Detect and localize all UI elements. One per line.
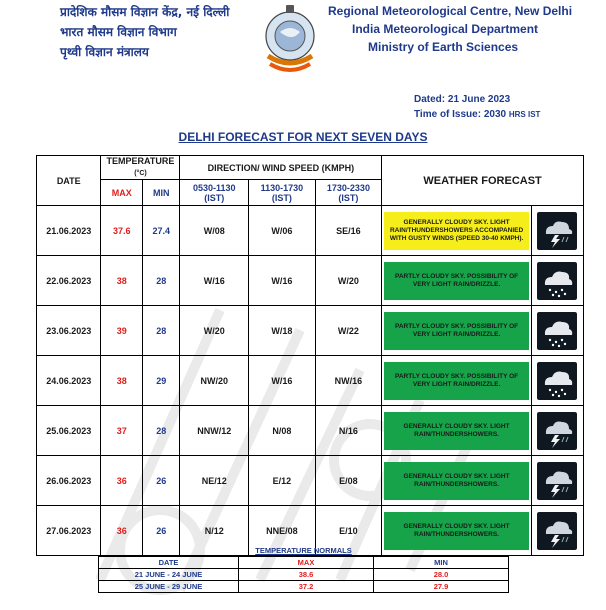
row-wind-2: NNE/08 xyxy=(249,506,316,556)
header-english xyxy=(328,2,572,56)
row-wind-1: NW/20 xyxy=(180,356,249,406)
row-wind-3: E/08 xyxy=(315,456,382,506)
english-line-1: Regional Meteorological Centre, New Delhi xyxy=(328,4,573,18)
normals-header xyxy=(99,557,509,569)
row-forecast: PARTLY CLOUDY SKY. POSSIBILITY OF VERY LIGHT RAIN/DRIZZLE. xyxy=(384,262,529,300)
row-date: 23.06.2023 xyxy=(37,306,101,356)
normals-col-date: DATE xyxy=(99,557,239,569)
row-min: 28 xyxy=(143,406,180,456)
thunderstorm-icon xyxy=(531,456,583,506)
row-forecast-cell xyxy=(382,406,532,456)
row-forecast-cell xyxy=(382,456,532,506)
row-forecast-cell xyxy=(382,206,532,256)
row-wind-1: NNW/12 xyxy=(180,406,249,456)
row-wind-1: W/16 xyxy=(180,256,249,306)
english-line-3: Ministry of Earth Sciences xyxy=(368,40,519,54)
row-wind-1: W/20 xyxy=(180,306,249,356)
row-forecast: GENERALLY CLOUDY SKY. LIGHT RAIN/THUNDERSHOWERS. xyxy=(384,512,529,550)
header-max: MAX xyxy=(101,180,143,206)
dated-text: Dated: 21 June 2023 xyxy=(414,94,511,105)
header-w2 xyxy=(249,180,316,206)
forecast-row xyxy=(37,306,584,356)
row-wind-3: NW/16 xyxy=(315,356,382,406)
row-forecast-cell xyxy=(382,306,532,356)
row-wind-3: E/10 xyxy=(315,506,382,556)
row-date: 22.06.2023 xyxy=(37,256,101,306)
hindi-line-1: प्रादेशिक मौसम विज्ञान केंद्र, नई दिल्ली xyxy=(60,5,230,19)
table-header-row-1 xyxy=(37,156,584,180)
temperature-unit: (°C) xyxy=(134,170,147,177)
row-max: 39 xyxy=(101,306,143,356)
row-forecast-cell xyxy=(382,356,532,406)
issue-info xyxy=(414,92,540,122)
row-forecast: GENERALLY CLOUDY SKY. LIGHT RAIN/THUNDERSHOWERS ACCOMPANIED WITH GUSTY WINDS (SPEED 30-40 KMPH). xyxy=(384,212,529,250)
row-date: 25.06.2023 xyxy=(37,406,101,456)
imd-logo xyxy=(262,2,318,76)
header-w3 xyxy=(315,180,382,206)
row-date: 21.06.2023 xyxy=(37,206,101,256)
forecast-row xyxy=(37,206,584,256)
thunderstorm-icon xyxy=(531,406,583,456)
w3-ist: (IST) xyxy=(338,192,359,203)
row-max: 36 xyxy=(101,506,143,556)
normals-title: TEMPERATURE NORMALS xyxy=(255,546,352,555)
row-wind-2: W/16 xyxy=(249,256,316,306)
normals-table xyxy=(98,545,509,593)
normals-min: 28.0 xyxy=(374,569,509,581)
row-min: 27.4 xyxy=(143,206,180,256)
header-forecast: WEATHER FORECAST xyxy=(382,156,584,206)
header-temperature xyxy=(101,156,180,180)
time-of-issue xyxy=(414,107,540,122)
row-wind-1: NE/12 xyxy=(180,456,249,506)
row-wind-3: SE/16 xyxy=(315,206,382,256)
row-min: 26 xyxy=(143,456,180,506)
forecast-row xyxy=(37,456,584,506)
w1-ist: (IST) xyxy=(204,192,225,203)
normals-row xyxy=(99,581,509,593)
page-title: DELHI FORECAST FOR NEXT SEVEN DAYS xyxy=(178,130,428,144)
row-max: 37 xyxy=(101,406,143,456)
normals-date: 25 JUNE - 29 JUNE xyxy=(99,581,239,593)
row-max: 38 xyxy=(101,356,143,406)
normals-min: 27.9 xyxy=(374,581,509,593)
normals-date: 21 JUNE - 24 JUNE xyxy=(99,569,239,581)
row-date: 27.06.2023 xyxy=(37,506,101,556)
thunderstorm-icon xyxy=(531,506,583,556)
row-forecast: GENERALLY CLOUDY SKY. LIGHT RAIN/THUNDERSHOWERS. xyxy=(384,462,529,500)
normals-col-max: MAX xyxy=(239,557,374,569)
row-wind-3: W/20 xyxy=(315,256,382,306)
row-wind-2: W/06 xyxy=(249,206,316,256)
forecast-row xyxy=(37,356,584,406)
row-max: 36 xyxy=(101,456,143,506)
w2-time: 1130-1730 xyxy=(260,182,304,193)
drizzle-icon xyxy=(531,306,583,356)
row-min: 28 xyxy=(143,256,180,306)
row-forecast: PARTLY CLOUDY SKY. POSSIBILITY OF VERY LIGHT RAIN/DRIZZLE. xyxy=(384,362,529,400)
issue-suffix: HRS IST xyxy=(508,110,541,119)
normals-max: 37.2 xyxy=(239,581,374,593)
drizzle-icon xyxy=(531,256,583,306)
header-wind: DIRECTION/ WIND SPEED (KMPH) xyxy=(180,156,382,180)
row-min: 29 xyxy=(143,356,180,406)
row-forecast: PARTLY CLOUDY SKY. POSSIBILITY OF VERY LIGHT RAIN/DRIZZLE. xyxy=(384,312,529,350)
temperature-label: TEMPERATURE xyxy=(106,156,175,166)
row-wind-2: W/18 xyxy=(249,306,316,356)
normals-max: 38.6 xyxy=(239,569,374,581)
forecast-table xyxy=(36,155,584,556)
row-wind-2: W/16 xyxy=(249,356,316,406)
header-date: DATE xyxy=(37,156,101,206)
header-w1 xyxy=(180,180,249,206)
hindi-line-2: भारत मौसम विज्ञान विभाग xyxy=(60,25,177,39)
drizzle-icon xyxy=(531,356,583,406)
w3-time: 1730-2330 xyxy=(326,182,370,193)
row-forecast-cell xyxy=(382,256,532,306)
header-hindi xyxy=(60,2,229,62)
row-min: 26 xyxy=(143,506,180,556)
row-date: 24.06.2023 xyxy=(37,356,101,406)
header-min: MIN xyxy=(143,180,180,206)
hindi-line-3: पृथ्वी विज्ञान मंत्रालय xyxy=(60,45,149,59)
w1-time: 0530-1130 xyxy=(193,182,236,193)
thunderstorm-icon xyxy=(531,206,583,256)
forecast-row xyxy=(37,406,584,456)
normals-col-min: MIN xyxy=(374,557,509,569)
english-line-2: India Meteorological Department xyxy=(352,22,539,36)
row-max: 38 xyxy=(101,256,143,306)
normals-row xyxy=(99,569,509,581)
row-max: 37.6 xyxy=(101,206,143,256)
row-wind-1: N/12 xyxy=(180,506,249,556)
row-wind-3: W/22 xyxy=(315,306,382,356)
row-wind-1: W/08 xyxy=(180,206,249,256)
row-min: 28 xyxy=(143,306,180,356)
forecast-body xyxy=(37,206,584,556)
row-forecast: GENERALLY CLOUDY SKY. LIGHT RAIN/THUNDERSHOWERS. xyxy=(384,412,529,450)
issue-label: Time of Issue: 2030 xyxy=(414,109,507,120)
w2-ist: (IST) xyxy=(271,192,292,203)
forecast-row xyxy=(37,256,584,306)
row-wind-3: N/16 xyxy=(315,406,382,456)
row-wind-2: N/08 xyxy=(249,406,316,456)
row-date: 26.06.2023 xyxy=(37,456,101,506)
row-wind-2: E/12 xyxy=(249,456,316,506)
